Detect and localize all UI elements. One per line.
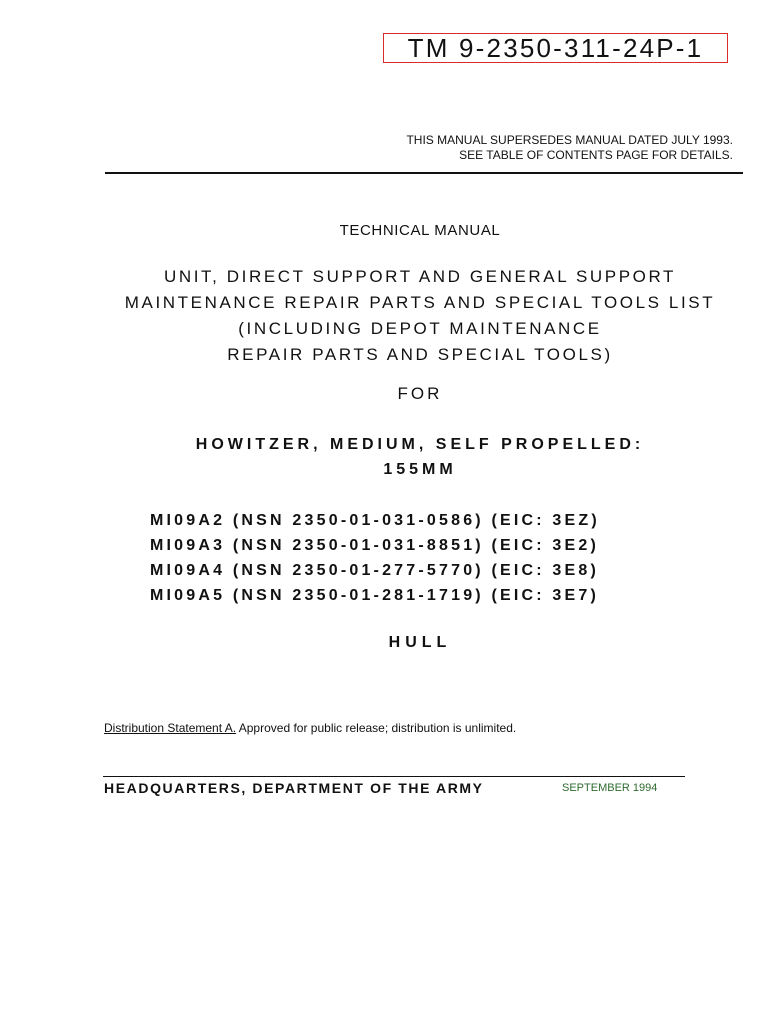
equipment-name-line-1: HOWITZER, MEDIUM, SELF PROPELLED: — [195, 436, 645, 453]
model-list — [150, 508, 600, 608]
equipment-name — [0, 432, 768, 482]
title-line-2: MAINTENANCE REPAIR PARTS AND SPECIAL TOOLS LIST — [124, 293, 716, 312]
title-line-4: REPAIR PARTS AND SPECIAL TOOLS) — [227, 345, 613, 364]
supersedes-line-1: THIS MANUAL SUPERSEDES MANUAL DATED JULY 1993. — [406, 133, 733, 147]
distribution-statement — [104, 721, 516, 735]
headquarters-label: HEADQUARTERS, DEPARTMENT OF THE ARMY — [104, 780, 484, 796]
distribution-text: Approved for public release; distribution is unlimited. — [236, 721, 517, 735]
equipment-name-line-2: 155MM — [383, 461, 457, 478]
publication-date: SEPTEMBER 1994 — [562, 782, 658, 794]
model-line: MI09A5 (NSN 2350-01-281-1719) (EIC: 3E7) — [150, 587, 600, 604]
top-divider — [105, 172, 743, 174]
title-line-1: UNIT, DIRECT SUPPORT AND GENERAL SUPPORT — [163, 267, 677, 286]
model-line: MI09A4 (NSN 2350-01-277-5770) (EIC: 3E8) — [150, 562, 600, 579]
manual-type-heading: TECHNICAL MANUAL — [339, 222, 501, 239]
distribution-label: Distribution Statement A. — [104, 721, 237, 735]
model-line: MI09A3 (NSN 2350-01-031-8851) (EIC: 3E2) — [150, 537, 600, 554]
supersedes-notice — [406, 133, 733, 163]
manual-title — [0, 264, 768, 368]
model-line: MI09A2 (NSN 2350-01-031-0586) (EIC: 3EZ) — [150, 512, 600, 529]
section-title: HULL — [388, 634, 452, 651]
supersedes-line-2: SEE TABLE OF CONTENTS PAGE FOR DETAILS. — [459, 148, 733, 162]
bottom-divider — [103, 776, 685, 777]
title-line-3: (INCLUDING DEPOT MAINTENANCE — [238, 319, 602, 338]
tm-number-box: TM 9-2350-311-24P-1 — [383, 33, 728, 63]
for-label: FOR — [397, 384, 443, 403]
